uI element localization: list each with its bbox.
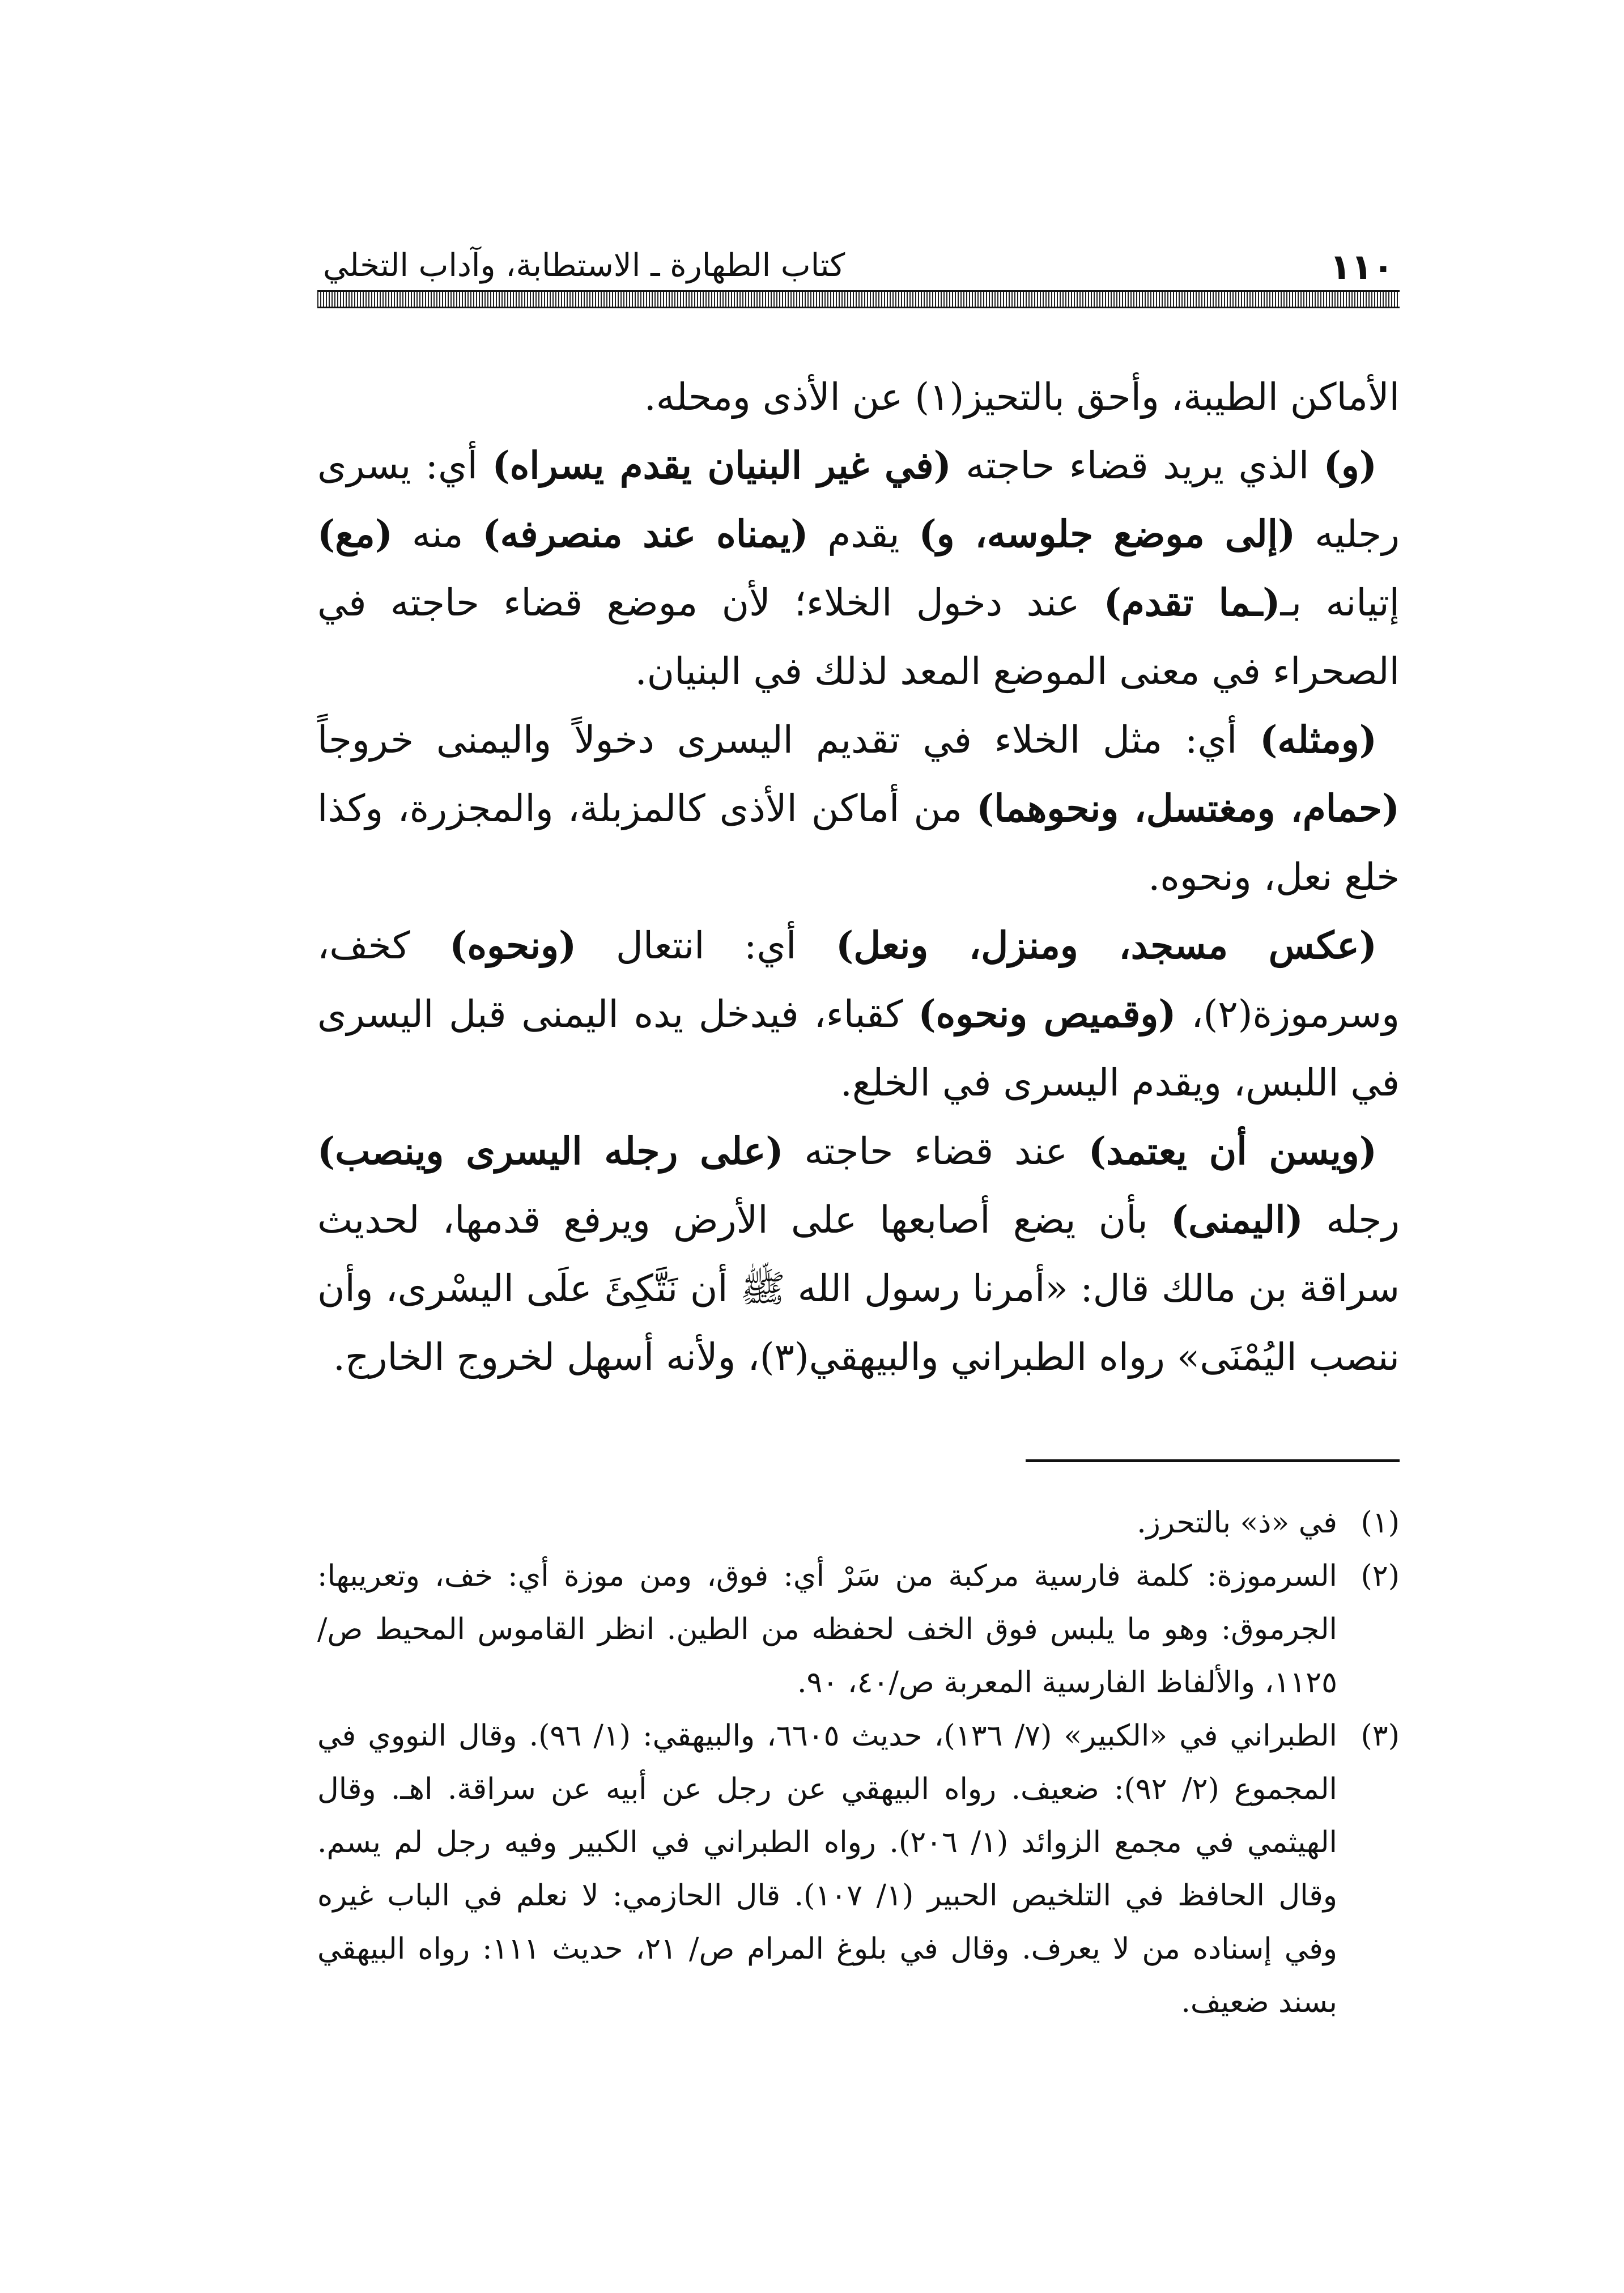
paragraph-1-text: الأماكن الطيبة، وأحق بالتحيز(١) عن الأذى ومحله.: [644, 375, 1400, 419]
footnote-2: [317, 1549, 1400, 1709]
sharh-segment: أي: يسرى رجليه: [317, 444, 1400, 556]
matn-segment: (إلى موضع جلوسه، و): [919, 512, 1296, 556]
sharh-segment: إتيانه بـ: [1280, 581, 1400, 625]
running-title: كتاب الطهارة ـ الاستطابة، وآداب التخلي: [323, 247, 845, 284]
sharh-segment: كخف، وسرموزة(٢)،: [317, 924, 1400, 1036]
sharh-segment: يقدم: [808, 512, 919, 556]
sharh-segment: كقباء، فيدخل يده اليمنى قبل اليسرى في اللبس، ويقدم اليسرى في الخلع.: [317, 992, 1400, 1105]
sharh-segment: من أماكن الأذى كالمزبلة، والمجزرة، وكذا خلع نعل، ونحوه.: [317, 787, 1400, 899]
footnote-text: في «ذ» بالتحرز.: [1137, 1506, 1337, 1540]
page-header: [317, 238, 1400, 287]
matn-segment: (اليمنى): [1170, 1198, 1303, 1242]
footnote-separator: [1026, 1459, 1400, 1462]
matn-segment: (يمناه عند منصرفه): [482, 512, 809, 556]
main-text: [317, 363, 1400, 1391]
page-number: ١١٠: [1329, 246, 1394, 287]
footnote-number: (٢): [1361, 1559, 1400, 1593]
sharh-segment: عند دخول الخلاء؛ لأن موضع قضاء حاجته في الصحراء في معنى الموضع المعد لذلك في البنيان.: [317, 581, 1400, 693]
sharh-segment: رجله: [1303, 1198, 1400, 1242]
footnotes: [317, 1496, 1400, 2029]
matn-segment: (على رجله اليسرى وينصب): [317, 1129, 784, 1173]
matn-segment: (ويسن أن يعتمد): [1088, 1129, 1377, 1173]
paragraph-2: [317, 431, 1400, 706]
sharh-segment: بأن يضع أصابعها على الأرض ويرفع قدمها، لحديث سراقة بن مالك قال: «أمرنا رسول الله ﷺ أن نَتَّكِئَ علَى اليسْرى، وأن ننصب اليُمْنَى» رواه الطبراني والبيهقي(٣)، ولأنه أسهل لخروج الخارج.: [317, 1198, 1400, 1379]
sharh-segment: الذي يريد قضاء حاجته: [951, 444, 1324, 487]
matn-segment: (ونحوه): [449, 923, 577, 967]
paragraph-1: [317, 363, 1400, 431]
matn-segment: (مع): [317, 512, 393, 556]
footnote-text: السرموزة: كلمة فارسية مركبة من سَرْ أي: فوق، ومن موزة أي: خف، وتعريبها: الجرموق: وهو ما يلبس فوق الخف لحفظه من الطين. انظر القاموس المحيط ص/١١٢٥، والألفاظ الفارسية المعربة ص/٤٠، ٩٠.: [317, 1559, 1337, 1700]
footnote-1: [317, 1496, 1400, 1549]
matn-segment: (في غير البنيان يقدم يسراه): [492, 443, 951, 487]
footnote-text: الطبراني في «الكبير» (٧/ ١٣٦)، حديث ٦٦٠٥، والبيهقي: (١/ ٩٦). وقال النووي في المجموع (٢/ ٩٢): ضعيف. رواه البيهقي عن رجل عن أبيه عن سراقة. اهـ. وقال الهيثمي في مجمع الزوائد (١/ ٢٠٦). رواه الطبراني في الكبير وفيه رجل لم يسم. وقال الحافظ في التلخيص الحبير (١/ ١٠٧). قال الحازمي: لا نعلم في الباب غيره وفي إسناده من لا يعرف. وقال في بلوغ المرام ص/ ٢١، حديث ١١١: رواه البيهقي بسند ضعيف.: [317, 1719, 1338, 2019]
footnote-3: [317, 1709, 1400, 2029]
paragraph-3: [317, 706, 1400, 911]
footnote-number: (٣): [1361, 1719, 1400, 1753]
book-page: [317, 0, 1400, 2293]
paragraph-4: [317, 911, 1400, 1117]
matn-segment: (و): [1323, 443, 1377, 487]
matn-segment: (عكس مسجد، ومنزل، ونعل): [835, 923, 1377, 967]
header-rule: [317, 290, 1400, 308]
matn-segment: (حمام، ومغتسل، ونحوهما): [976, 786, 1400, 830]
matn-segment: (ومثله): [1260, 717, 1377, 762]
paragraph-5: [317, 1117, 1400, 1391]
sharh-segment: منه: [392, 512, 483, 556]
sharh-segment: أي: مثل الخلاء في تقديم اليسرى دخولاً واليمنى خروجاً: [317, 718, 1260, 762]
footnote-number: (١): [1361, 1506, 1400, 1540]
sharh-segment: عند قضاء حاجته: [783, 1129, 1089, 1173]
sharh-segment: أي: انتعال: [576, 924, 836, 967]
matn-segment: (وقميص ونحوه): [918, 992, 1176, 1036]
matn-segment: (ـما تقدم): [1103, 580, 1281, 625]
